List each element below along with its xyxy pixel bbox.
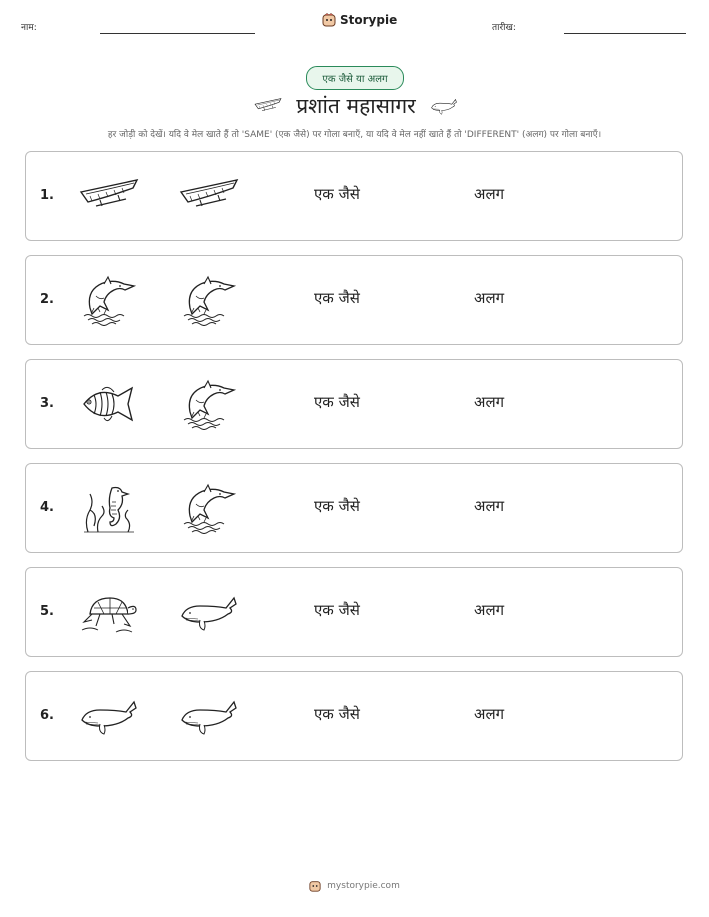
- question-row: [25, 567, 683, 657]
- option-same[interactable]: एक जैसे: [314, 393, 360, 411]
- option-different[interactable]: अलग: [474, 705, 505, 723]
- question-number: 3.: [40, 396, 54, 411]
- dolphin-icon: [178, 274, 240, 326]
- option-same[interactable]: एक जैसे: [314, 601, 360, 619]
- brand-name: Storypie: [340, 13, 398, 27]
- question-number: 1.: [40, 188, 54, 203]
- question-number: 4.: [40, 500, 54, 515]
- dolphin-icon: [78, 274, 140, 326]
- canoe-icon: [250, 94, 286, 118]
- seahorse-icon: [78, 482, 140, 534]
- question-row: [25, 671, 683, 761]
- question-row: [25, 151, 683, 241]
- dolphin-icon: [178, 378, 240, 430]
- mascot-icon: [322, 13, 336, 27]
- page-title: प्रशांत महासागर: [296, 94, 416, 118]
- option-same[interactable]: एक जैसे: [314, 185, 360, 203]
- option-different[interactable]: अलग: [474, 185, 505, 203]
- whale-icon: [178, 586, 240, 638]
- canoe-icon: [178, 170, 240, 222]
- footer-site[interactable]: mystorypie.com: [327, 881, 400, 891]
- canoe-icon: [78, 170, 140, 222]
- mascot-icon: [309, 880, 321, 892]
- question-number: 6.: [40, 708, 54, 723]
- option-different[interactable]: अलग: [474, 289, 505, 307]
- option-same[interactable]: एक जैसे: [314, 705, 360, 723]
- title-block: [240, 92, 472, 120]
- turtle-icon: [78, 586, 140, 638]
- option-same[interactable]: एक जैसे: [314, 497, 360, 515]
- question-row: [25, 463, 683, 553]
- option-different[interactable]: अलग: [474, 601, 505, 619]
- dolphin-icon: [178, 482, 240, 534]
- footer: [0, 880, 709, 892]
- question-number: 2.: [40, 292, 54, 307]
- question-number: 5.: [40, 604, 54, 619]
- brand-logo: [322, 13, 397, 27]
- whale-icon: [178, 690, 240, 742]
- instructions: हर जोड़ी को देखें। यदि वे मेल खाते हैं तो 'SAME' (एक जैसे) पर गोला बनाएँ, या यदि वे मेल नहीं खाते हैं तो 'DIFFERENT' (अलग) पर गोला बनाएँ।: [107, 130, 602, 140]
- question-row: [25, 255, 683, 345]
- date-label: तारीख:: [492, 23, 516, 33]
- fish-icon: [78, 378, 140, 430]
- activity-badge: एक जैसे या अलग: [306, 66, 404, 90]
- name-line[interactable]: [100, 33, 255, 34]
- question-row: [25, 359, 683, 449]
- whale-icon: [426, 94, 462, 118]
- option-same[interactable]: एक जैसे: [314, 289, 360, 307]
- option-different[interactable]: अलग: [474, 497, 505, 515]
- name-label: नाम:: [21, 23, 37, 33]
- whale-icon: [78, 690, 140, 742]
- date-line[interactable]: [564, 33, 686, 34]
- option-different[interactable]: अलग: [474, 393, 505, 411]
